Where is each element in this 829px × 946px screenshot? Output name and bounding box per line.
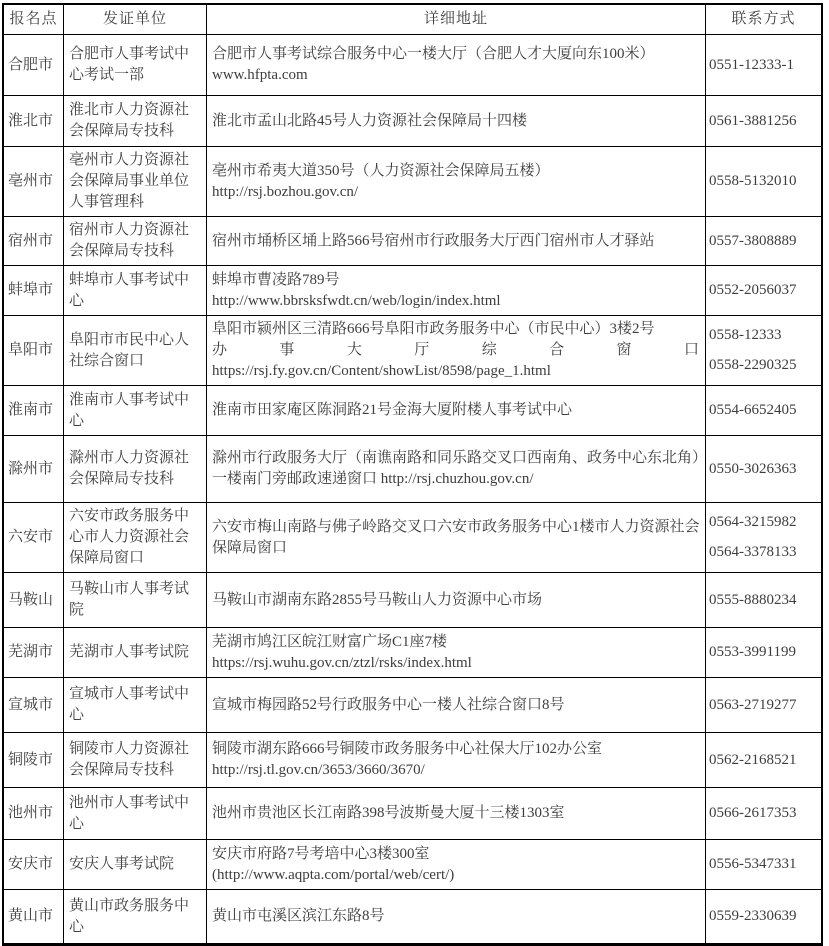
phone-number: 0562-2168521 [709,751,797,768]
address-cell [207,217,706,265]
issuing-unit-cell: 淮南市人事考试中心 [64,386,207,435]
city-cell: 池州市 [4,788,64,839]
city-cell: 黄山市 [4,890,64,943]
phone-number: 0564-3378133 [709,544,797,560]
table-row [4,147,821,217]
phone-cell [706,147,821,216]
city-cell: 铜陵市 [4,733,64,787]
phone-cell [706,436,821,502]
address-line: 安庆市府路7号考培中心3楼300室 [212,845,430,862]
header-city: 报名点 [4,5,64,34]
table-row [4,386,821,436]
phone-cell [706,573,821,627]
issuing-unit-cell: 宿州市人力资源社会保障局专技科 [64,217,207,265]
issuing-unit-cell: 亳州市人力资源社会保障局事业单位人事管理科 [64,147,207,216]
table-row [4,733,821,788]
address-line: 淮南市田家庵区陈洞路21号金海大厦附楼人事考试中心 [212,402,573,418]
table-row [4,217,821,266]
city-cell: 宿州市 [4,217,64,265]
issuing-unit-cell: 合肥市人事考试中心考试一部 [64,35,207,95]
address-url-line: 滁州市行政服务大厅（南谯南路和同乐路交叉口西南角、政务中心东北角）一楼南门旁邮政速递窗口 http://rsj.chuzhou.gov.cn/ [212,450,700,487]
city-cell: 滁州市 [4,436,64,502]
address-line: 铜陵市湖东路666号铜陵市政务服务中心社保大厅102办公室 [212,741,603,757]
address-line: 阜阳市颍州区三清路666号阜阳市政务服务中心（市民中心）3楼2号 [212,321,655,337]
table-row [4,678,821,733]
issuing-unit-cell: 阜阳市市民中心人社综合窗口 [64,316,207,385]
header-contact: 联系方式 [731,11,796,27]
issuing-unit-cell: 宣城市人事考试中心 [64,678,207,732]
phone-number: 0551-12333-1 [709,56,794,73]
table-row [4,788,821,840]
address-url-line: (http://www.aqpta.com/portal/web/cert/) [212,866,455,883]
address-line: 黄山市屯溪区滨江东路8号 [212,908,385,924]
phone-number: 0558-12333 [709,327,782,343]
city-cell: 宣城市 [4,678,64,732]
issuing-unit-cell: 池州市人事考试中心 [64,788,207,839]
phone-number: 0558-2290325 [709,357,797,373]
phone-cell [706,733,821,787]
phone-number: 0554-6652405 [709,402,797,418]
address-line: 蚌埠市曹凌路789号 [212,271,340,288]
phone-cell [706,628,821,677]
issuing-unit-cell: 安庆人事考试院 [64,840,207,889]
phone-cell [706,840,821,889]
address-url-line: http://www.bbrsksfwdt.cn/web/login/index.html [212,292,501,309]
address-cell [207,35,706,95]
city-cell: 安庆市 [4,840,64,889]
address-cell [207,266,706,315]
address-cell [207,573,706,627]
phone-number: 0566-2617353 [709,805,797,821]
phone-number: 0553-3991199 [709,644,796,660]
address-line: 合肥市人事考试综合服务中心一楼大厅（合肥人才大厦向东100米） [212,46,655,62]
phone-cell [706,217,821,265]
address-cell [207,733,706,787]
phone-cell [706,503,821,572]
address-cell [207,147,706,216]
phone-cell [706,386,821,435]
phone-cell [706,890,821,943]
table-row [4,35,821,96]
table-row [4,266,821,316]
address-line: 淮北市孟山北路45号人力资源社会保障局十四楼 [212,112,528,129]
address-line: 池州市贵池区长江南路398号波斯曼大厦十三楼1303室 [212,805,565,821]
address-url-line: https://rsj.fy.gov.cn/Content/showList/8598/page_1.html [212,363,551,379]
address-cell [207,316,706,385]
phone-number: 0564-3215982 [709,514,797,530]
table-header-row [4,5,821,35]
table-body [4,35,821,943]
address-url-line: https://rsj.wuhu.gov.cn/ztzl/rsks/index.html [212,654,472,671]
address-line: 亳州市希夷大道350号（人力资源社会保障局五楼） [212,162,550,179]
address-cell [207,96,706,146]
address-cell [207,628,706,677]
address-line: 六安市梅山南路与佛子岭路交叉口六安市政务服务中心1楼市人力资源社会保障局窗口 [212,518,700,556]
table-row [4,890,821,943]
table-row [4,316,821,386]
phone-number: 0557-3808889 [709,232,797,249]
address-line: 办事大厅综合窗口 [212,342,700,358]
phone-number: 0550-3026363 [709,460,797,477]
phone-number: 0556-5347331 [709,856,797,872]
table-row [4,840,821,890]
phone-cell [706,35,821,95]
address-cell [207,503,706,572]
address-cell [207,840,706,889]
issuing-unit-cell: 马鞍山市人事考试院 [64,573,207,627]
issuing-unit-cell: 蚌埠市人事考试中心 [64,266,207,315]
issuing-unit-cell: 黄山市政务服务中心 [64,890,207,943]
address-cell [207,788,706,839]
table-row [4,96,821,147]
phone-number: 0561-3881256 [709,112,797,129]
phone-cell [706,96,821,146]
issuing-unit-cell: 芜湖市人事考试院 [64,628,207,677]
phone-number: 0558-5132010 [709,173,797,189]
issuing-unit-cell: 铜陵市人力资源社会保障局专技科 [64,733,207,787]
phone-cell [706,788,821,839]
address-cell [207,678,706,732]
address-line: 芜湖市鸠江区皖江财富广场C1座7楼 [212,633,448,650]
address-url-line: www.hfpta.com [212,67,308,83]
address-cell [207,436,706,502]
city-cell: 亳州市 [4,147,64,216]
table-row [4,628,821,678]
address-url-line: http://rsj.tl.gov.cn/3653/3660/3670/ [212,762,425,778]
city-cell: 淮南市 [4,386,64,435]
city-cell: 阜阳市 [4,316,64,385]
city-cell: 马鞍山 [4,573,64,627]
city-cell: 蚌埠市 [4,266,64,315]
phone-number: 0559-2330639 [709,908,797,924]
table-row [4,436,821,503]
phone-number: 0555-8880234 [709,591,797,608]
address-line: 宿州市埇桥区埇上路566号宿州市行政服务大厅西门宿州市人才驿站 [212,232,655,249]
address-cell [207,890,706,943]
issuing-unit-cell: 淮北市人力资源社会保障局专技科 [64,96,207,146]
table-row [4,503,821,573]
address-cell [207,386,706,435]
city-cell: 淮北市 [4,96,64,146]
address-url-line: http://rsj.bozhou.gov.cn/ [212,183,359,200]
address-line: 宣城市梅园路52号行政服务中心一楼人社综合窗口8号 [212,696,565,713]
phone-cell [706,316,821,385]
issuing-unit-cell: 滁州市人力资源社会保障局专技科 [64,436,207,502]
header-issuing-unit: 发证单位 [64,5,207,34]
city-cell: 六安市 [4,503,64,572]
city-cell: 合肥市 [4,35,64,95]
address-line: 马鞍山市湖南东路2855号马鞍山人力资源中心市场 [212,591,543,608]
issuing-unit-cell: 六安市政务服务中心市人力资源社会保障局窗口 [64,503,207,572]
header-address: 详细地址 [207,5,706,34]
phone-number: 0552-2056037 [709,282,797,298]
table-row [4,573,821,628]
phone-number: 0563-2719277 [709,696,797,713]
phone-cell [706,266,821,315]
city-cell: 芜湖市 [4,628,64,677]
phone-cell [706,678,821,732]
contact-table [2,3,823,946]
